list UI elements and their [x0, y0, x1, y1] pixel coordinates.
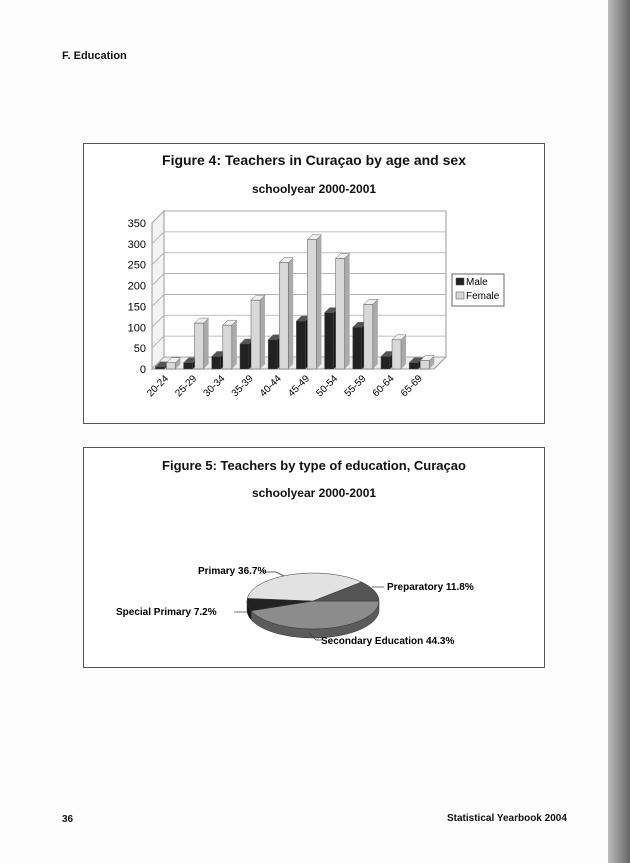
bar-side	[401, 335, 406, 369]
x-tick-label: 60-64	[370, 373, 397, 400]
x-tick-label: 20-24	[145, 373, 172, 400]
bar-male-45-49	[296, 321, 305, 369]
y-tick-label: 0	[139, 364, 146, 376]
figure-4-bar-chart	[83, 143, 545, 424]
chart-subtitle: schoolyear 2000-2001	[251, 182, 377, 196]
chart-title: Figure 4: Teachers in Curaçao by age and sex	[162, 152, 466, 168]
x-tick-label: 30-34	[201, 373, 228, 400]
legend-label: Male	[466, 277, 488, 288]
bar-male-40-44	[268, 340, 277, 369]
bar-male-50-54	[325, 313, 334, 369]
side-wall	[152, 211, 164, 369]
y-tick-label: 200	[127, 280, 146, 293]
bar-side	[316, 235, 321, 369]
y-tick-label: 300	[127, 238, 146, 251]
bar-side	[345, 253, 350, 369]
bar-female-50-54	[336, 258, 345, 369]
bar-side	[288, 258, 293, 369]
bar-female-35-39	[251, 300, 260, 369]
bar-female-65-69	[420, 361, 429, 369]
pie-label: Primary 36.7%	[198, 566, 267, 577]
figure-5-pie-chart	[83, 447, 545, 668]
chart-subtitle: schoolyear 2000-2001	[251, 486, 377, 500]
bar-plot	[84, 144, 544, 423]
pie-label: Secondary Education 44.3%	[321, 636, 455, 647]
publication-title: Statistical Yearbook 2004	[447, 813, 567, 824]
scan-edge-shadow	[608, 0, 630, 863]
bar-side	[373, 299, 378, 369]
pie-plot	[84, 448, 544, 667]
x-tick-label: 35-39	[229, 373, 256, 400]
y-tick-label: 50	[133, 343, 146, 356]
bar-male-35-39	[240, 344, 249, 369]
bar-side	[232, 320, 237, 369]
bar-male-25-29	[184, 363, 193, 369]
bar-male-65-69	[409, 363, 418, 369]
pie-label: Special Primary 7.2%	[116, 607, 217, 618]
x-tick-label: 55-59	[342, 373, 369, 400]
x-tick-label: 50-54	[314, 373, 341, 400]
bar-male-55-59	[353, 327, 362, 369]
bar-female-45-49	[307, 240, 316, 369]
legend-label: Female	[466, 291, 500, 302]
section-header: F. Education	[62, 50, 127, 62]
chart-title: Figure 5: Teachers by type of education, Curaçao	[162, 458, 466, 473]
bar-side	[260, 295, 265, 369]
x-tick-label: 40-44	[257, 373, 284, 400]
y-tick-label: 350	[127, 218, 146, 230]
bar-female-30-34	[223, 325, 232, 369]
pie-label: Preparatory 11.8%	[387, 582, 474, 593]
bar-male-30-34	[212, 356, 221, 369]
legend-swatch	[456, 292, 464, 299]
x-tick-label: 65-69	[398, 373, 425, 400]
bar-female-40-44	[279, 263, 288, 369]
bar-side	[204, 318, 209, 369]
bar-female-20-24	[166, 363, 175, 369]
y-tick-label: 250	[127, 259, 146, 272]
legend-swatch	[456, 278, 464, 285]
bar-female-55-59	[364, 304, 373, 369]
y-tick-label: 100	[127, 322, 146, 335]
page-number: 36	[62, 814, 74, 825]
bar-male-60-64	[381, 356, 390, 369]
x-tick-label: 25-29	[173, 373, 200, 400]
bar-male-20-24	[155, 367, 164, 369]
x-tick-label: 45-49	[286, 373, 313, 400]
bar-female-25-29	[195, 323, 204, 369]
y-tick-label: 150	[127, 301, 146, 314]
bar-female-60-64	[392, 340, 401, 369]
